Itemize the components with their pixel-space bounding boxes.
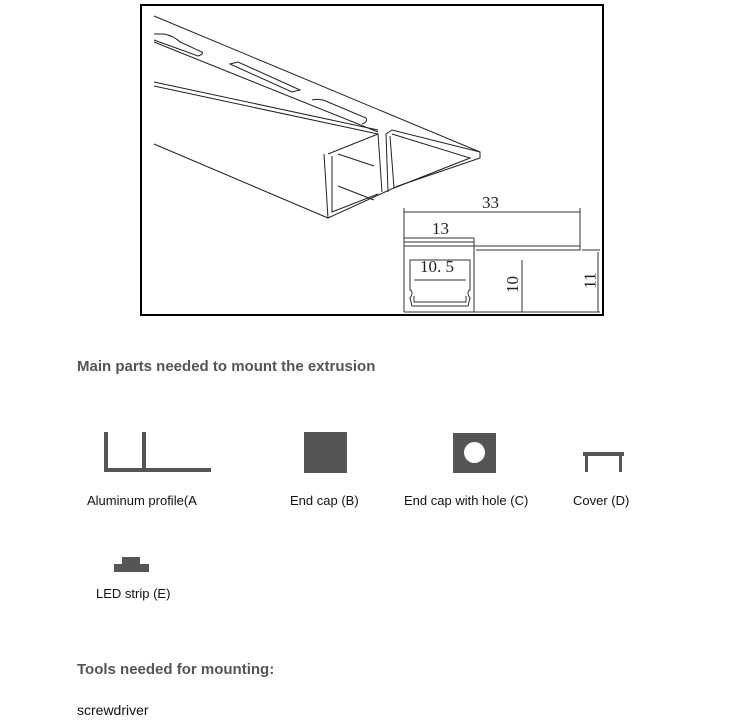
dimension-total-width: 33 [482, 193, 499, 212]
part-label-end-cap-with-hole: End cap with hole (C) [404, 493, 529, 508]
dimension-channel-width: 13 [432, 219, 449, 238]
part-label-led-strip: LED strip (E) [96, 586, 171, 601]
aluminum-profile-icon [104, 432, 212, 472]
end-cap-icon [304, 432, 347, 473]
parts-heading: Main parts needed to mount the extrusion [77, 358, 376, 375]
cover-icon [583, 452, 625, 474]
tools-heading: Tools needed for mounting: [77, 661, 275, 678]
part-label-end-cap: End cap (B) [290, 493, 359, 508]
dimension-inner-width: 10. 5 [420, 257, 454, 276]
tool-item-screwdriver: screwdriver [77, 702, 149, 718]
part-label-aluminum-profile: Aluminum profile(A [87, 493, 197, 508]
led-strip-icon [114, 557, 150, 573]
end-cap-with-hole-icon [453, 433, 496, 473]
dimension-inner-height: 10 [503, 276, 522, 293]
dimension-total-height: 11 [580, 272, 600, 289]
part-label-cover: Cover (D) [573, 493, 630, 508]
technical-drawing [140, 4, 604, 316]
extrusion-3d-drawing [142, 6, 602, 314]
